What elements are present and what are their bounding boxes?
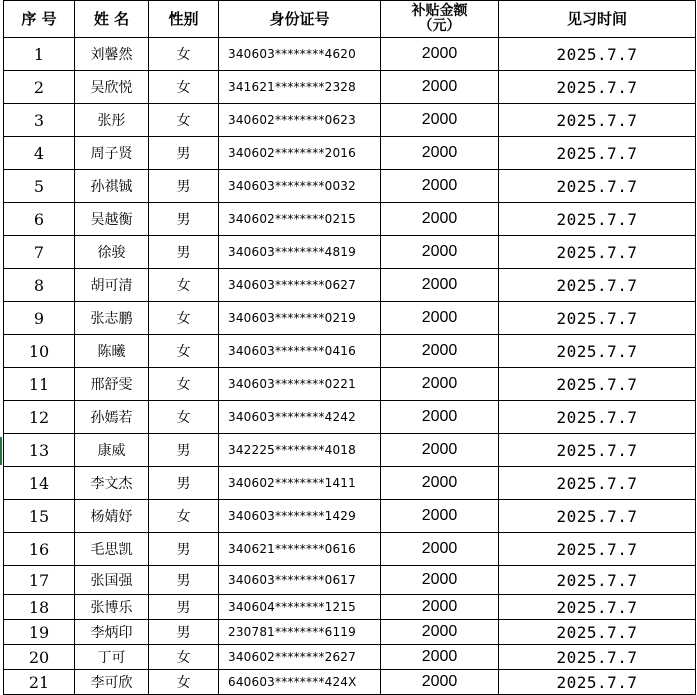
cell-gender[interactable]: 男 xyxy=(149,533,219,566)
cell-no[interactable]: 20 xyxy=(4,645,75,670)
table-row[interactable] xyxy=(4,236,696,269)
cell-no[interactable]: 15 xyxy=(4,500,75,533)
cell-name[interactable]: 康威 xyxy=(75,434,149,467)
cell-date[interactable]: 2025.7.7 xyxy=(499,434,696,467)
cell-date[interactable]: 2025.7.7 xyxy=(499,203,696,236)
cell-gender[interactable]: 男 xyxy=(149,236,219,269)
table-row[interactable] xyxy=(4,137,696,170)
cell-gender[interactable]: 女 xyxy=(149,38,219,71)
cell-name[interactable]: 吴欣悦 xyxy=(75,71,149,104)
cell-date[interactable]: 2025.7.7 xyxy=(499,335,696,368)
cell-amount[interactable]: 2000 xyxy=(381,595,499,620)
cell-name[interactable]: 徐骏 xyxy=(75,236,149,269)
cell-amount[interactable]: 2000 xyxy=(381,335,499,368)
cell-amount[interactable]: 2000 xyxy=(381,670,499,695)
cell-date[interactable]: 2025.7.7 xyxy=(499,566,696,595)
cell-name[interactable]: 李炳印 xyxy=(75,620,149,645)
cell-no[interactable]: 4 xyxy=(4,137,75,170)
cell-gender[interactable]: 女 xyxy=(149,645,219,670)
cell-date[interactable]: 2025.7.7 xyxy=(499,302,696,335)
cell-amount[interactable]: 2000 xyxy=(381,401,499,434)
cell-id[interactable]: 340602********0623 xyxy=(219,104,381,137)
cell-gender[interactable]: 男 xyxy=(149,170,219,203)
table-row[interactable] xyxy=(4,566,696,595)
cell-no[interactable]: 18 xyxy=(4,595,75,620)
cell-id[interactable]: 340603********1429 xyxy=(219,500,381,533)
cell-name[interactable]: 邢舒雯 xyxy=(75,368,149,401)
cell-gender[interactable]: 女 xyxy=(149,269,219,302)
cell-amount[interactable]: 2000 xyxy=(381,500,499,533)
cell-date[interactable]: 2025.7.7 xyxy=(499,645,696,670)
cell-id[interactable]: 340603********0219 xyxy=(219,302,381,335)
cell-date[interactable]: 2025.7.7 xyxy=(499,467,696,500)
cell-amount[interactable]: 2000 xyxy=(381,434,499,467)
cell-name[interactable]: 张彤 xyxy=(75,104,149,137)
cell-date[interactable]: 2025.7.7 xyxy=(499,236,696,269)
cell-no[interactable]: 13 xyxy=(4,434,75,467)
cell-id[interactable]: 340603********4242 xyxy=(219,401,381,434)
cell-amount[interactable]: 2000 xyxy=(381,368,499,401)
cell-date[interactable]: 2025.7.7 xyxy=(499,170,696,203)
table-row[interactable] xyxy=(4,104,696,137)
cell-no[interactable]: 2 xyxy=(4,71,75,104)
cell-name[interactable]: 孙嫣若 xyxy=(75,401,149,434)
cell-id[interactable]: 340603********4819 xyxy=(219,236,381,269)
cell-date[interactable]: 2025.7.7 xyxy=(499,137,696,170)
cell-gender[interactable]: 男 xyxy=(149,566,219,595)
table-row[interactable] xyxy=(4,38,696,71)
table-row[interactable] xyxy=(4,335,696,368)
cell-name[interactable]: 李文杰 xyxy=(75,467,149,500)
table-body xyxy=(4,38,696,695)
cell-gender[interactable]: 女 xyxy=(149,500,219,533)
cell-id[interactable]: 340603********0617 xyxy=(219,566,381,595)
cell-amount[interactable]: 2000 xyxy=(381,38,499,71)
table-row[interactable] xyxy=(4,670,696,695)
cell-date[interactable]: 2025.7.7 xyxy=(499,368,696,401)
header-id: 身份证号 xyxy=(219,1,381,38)
cell-gender[interactable]: 男 xyxy=(149,137,219,170)
cell-no[interactable]: 6 xyxy=(4,203,75,236)
cell-gender[interactable]: 女 xyxy=(149,104,219,137)
cell-id[interactable]: 640603********424X xyxy=(219,670,381,695)
table-row[interactable] xyxy=(4,302,696,335)
cell-amount[interactable]: 2000 xyxy=(381,566,499,595)
cell-date[interactable]: 2025.7.7 xyxy=(499,269,696,302)
cell-amount[interactable]: 2000 xyxy=(381,71,499,104)
table-row[interactable] xyxy=(4,467,696,500)
cell-no[interactable]: 9 xyxy=(4,302,75,335)
header-name: 姓 名 xyxy=(75,1,149,38)
cell-id[interactable]: 340602********2016 xyxy=(219,137,381,170)
table-row[interactable] xyxy=(4,269,696,302)
cell-no[interactable]: 16 xyxy=(4,533,75,566)
header-no: 序 号 xyxy=(4,1,75,38)
cell-name[interactable]: 李可欣 xyxy=(75,670,149,695)
cell-amount[interactable]: 2000 xyxy=(381,467,499,500)
cell-no[interactable]: 7 xyxy=(4,236,75,269)
table-row[interactable] xyxy=(4,595,696,620)
cell-name[interactable]: 张国强 xyxy=(75,566,149,595)
cell-date[interactable]: 2025.7.7 xyxy=(499,38,696,71)
cell-name[interactable]: 胡可清 xyxy=(75,269,149,302)
cell-gender[interactable]: 女 xyxy=(149,71,219,104)
cell-id[interactable]: 342225********4018 xyxy=(219,434,381,467)
table-row[interactable] xyxy=(4,620,696,645)
cell-no[interactable]: 11 xyxy=(4,368,75,401)
table-row[interactable] xyxy=(4,401,696,434)
cell-date[interactable]: 2025.7.7 xyxy=(499,620,696,645)
cell-name[interactable]: 张志鹏 xyxy=(75,302,149,335)
cell-id[interactable]: 341621********2328 xyxy=(219,71,381,104)
table-row[interactable] xyxy=(4,368,696,401)
cell-no[interactable]: 8 xyxy=(4,269,75,302)
cell-date[interactable]: 2025.7.7 xyxy=(499,104,696,137)
cell-no[interactable]: 19 xyxy=(4,620,75,645)
cell-id[interactable]: 340602********0215 xyxy=(219,203,381,236)
cell-amount[interactable]: 2000 xyxy=(381,645,499,670)
header-amount: 补贴金额 （元） xyxy=(381,1,499,38)
cell-amount[interactable]: 2000 xyxy=(381,104,499,137)
cell-id[interactable]: 340603********0627 xyxy=(219,269,381,302)
table-row[interactable] xyxy=(4,71,696,104)
cell-gender[interactable]: 女 xyxy=(149,670,219,695)
cell-amount[interactable]: 2000 xyxy=(381,203,499,236)
cell-date[interactable]: 2025.7.7 xyxy=(499,500,696,533)
table-row[interactable] xyxy=(4,645,696,670)
cell-gender[interactable]: 男 xyxy=(149,434,219,467)
cell-gender[interactable]: 男 xyxy=(149,595,219,620)
cell-name[interactable]: 周子贤 xyxy=(75,137,149,170)
cell-gender[interactable]: 女 xyxy=(149,302,219,335)
cell-id[interactable]: 340602********1411 xyxy=(219,467,381,500)
cell-name[interactable]: 陈曦 xyxy=(75,335,149,368)
cell-no[interactable]: 3 xyxy=(4,104,75,137)
header-gender: 性别 xyxy=(149,1,219,38)
cell-gender[interactable]: 女 xyxy=(149,368,219,401)
cell-name[interactable]: 孙祺铖 xyxy=(75,170,149,203)
cell-id[interactable]: 340621********0616 xyxy=(219,533,381,566)
cell-name[interactable]: 吴越衡 xyxy=(75,203,149,236)
cell-date[interactable]: 2025.7.7 xyxy=(499,401,696,434)
table-row[interactable] xyxy=(4,203,696,236)
cell-date[interactable]: 2025.7.7 xyxy=(499,533,696,566)
cell-name[interactable]: 丁可 xyxy=(75,645,149,670)
table-row[interactable] xyxy=(4,533,696,566)
cell-name[interactable]: 张博乐 xyxy=(75,595,149,620)
cell-id[interactable]: 340603********0416 xyxy=(219,335,381,368)
cell-amount[interactable]: 2000 xyxy=(381,170,499,203)
cell-date[interactable]: 2025.7.7 xyxy=(499,670,696,695)
table-row[interactable] xyxy=(4,170,696,203)
cell-id[interactable]: 340602********2627 xyxy=(219,645,381,670)
cell-amount[interactable]: 2000 xyxy=(381,533,499,566)
subsidy-table xyxy=(3,0,696,695)
cell-amount[interactable]: 2000 xyxy=(381,269,499,302)
cell-gender[interactable]: 女 xyxy=(149,335,219,368)
cell-gender[interactable]: 男 xyxy=(149,467,219,500)
table-row[interactable] xyxy=(4,434,696,467)
cell-gender[interactable]: 男 xyxy=(149,203,219,236)
cell-id[interactable]: 230781********6119 xyxy=(219,620,381,645)
cell-amount[interactable]: 2000 xyxy=(381,620,499,645)
cell-id[interactable]: 340603********0032 xyxy=(219,170,381,203)
cell-no[interactable]: 12 xyxy=(4,401,75,434)
cell-amount[interactable]: 2000 xyxy=(381,236,499,269)
cell-name[interactable]: 刘馨然 xyxy=(75,38,149,71)
cell-no[interactable]: 17 xyxy=(4,566,75,595)
cell-name[interactable]: 杨婧妤 xyxy=(75,500,149,533)
cell-id[interactable]: 340603********0221 xyxy=(219,368,381,401)
cell-no[interactable]: 1 xyxy=(4,38,75,71)
header-row xyxy=(4,1,696,38)
selected-row-marker xyxy=(0,437,2,465)
cell-amount[interactable]: 2000 xyxy=(381,302,499,335)
cell-no[interactable]: 10 xyxy=(4,335,75,368)
cell-date[interactable]: 2025.7.7 xyxy=(499,71,696,104)
header-date: 见习时间 xyxy=(499,1,696,38)
table-row[interactable] xyxy=(4,500,696,533)
cell-date[interactable]: 2025.7.7 xyxy=(499,595,696,620)
cell-id[interactable]: 340603********4620 xyxy=(219,38,381,71)
cell-amount[interactable]: 2000 xyxy=(381,137,499,170)
cell-gender[interactable]: 男 xyxy=(149,620,219,645)
cell-no[interactable]: 5 xyxy=(4,170,75,203)
cell-gender[interactable]: 女 xyxy=(149,401,219,434)
cell-no[interactable]: 21 xyxy=(4,670,75,695)
cell-id[interactable]: 340604********1215 xyxy=(219,595,381,620)
cell-name[interactable]: 毛思凯 xyxy=(75,533,149,566)
cell-no[interactable]: 14 xyxy=(4,467,75,500)
